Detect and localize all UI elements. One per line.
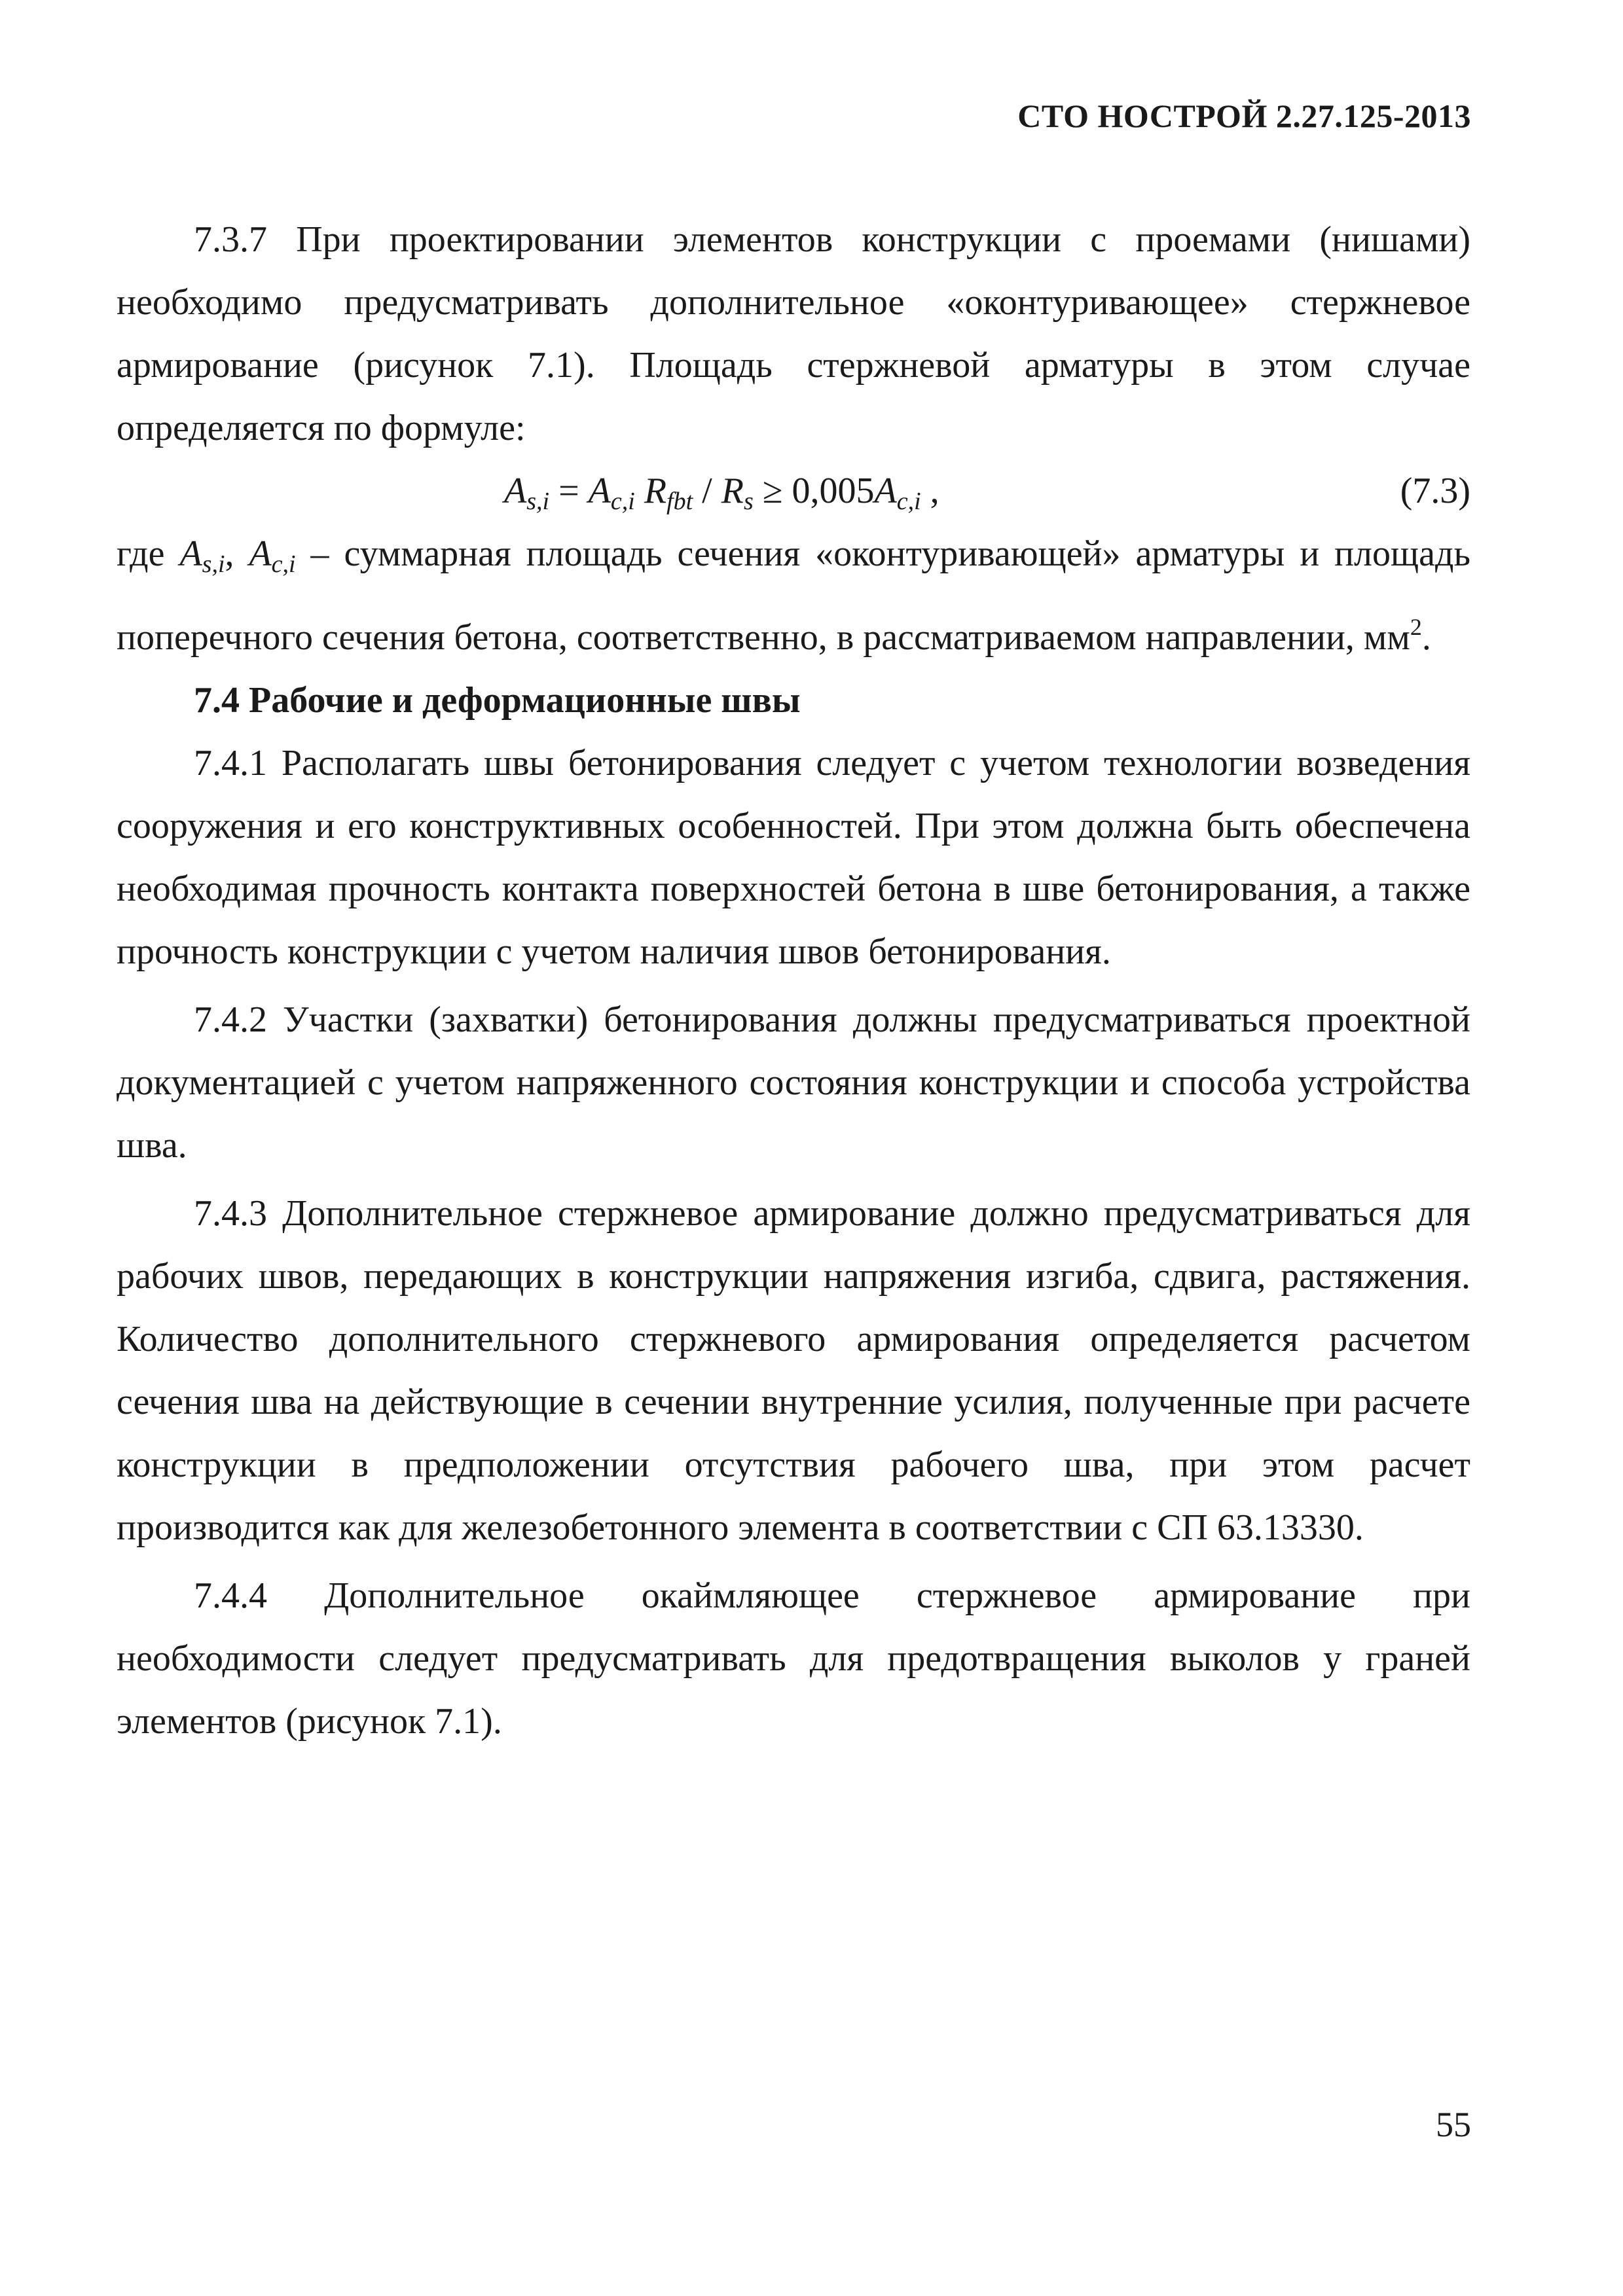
paragraph-7-4-4: 7.4.4 Дополнительное окаймляющее стержневое армирование при необходимости следует предусматривать для предотвращения выколов у граней элементов (рисунок 7.1). bbox=[117, 1575, 1470, 1742]
paragraph-7-4-1: 7.4.1 Располагать швы бетонирования следует с учетом технологии возведения сооружения и его конструктивных особенностей. При этом должна быть обеспечена необходимая прочность контакта поверхностей бетона в шве бетонирования, а также прочность конструкции с учетом наличия швов бетонирования. bbox=[117, 743, 1470, 972]
formula-expression: $A_{s,i} = A_{c,i}$ $R_{fbt} / R_s \ge 0,005A_{c,i}$ , bbox=[504, 471, 939, 515]
formula-number: (7.3) bbox=[1400, 471, 1470, 511]
paragraph-7-3-7: 7.3.7 При проектировании элементов конструкции с проемами (нишами) необходимо предусматривать дополнительное «оконтуривающее» стержневое армирование (рисунок 7.1). Площадь стержневой арматуры в этом случае определяется по формуле: bbox=[117, 219, 1470, 448]
paragraph-7-4-2: 7.4.2 Участки (захватки) бетонирования должны предусматриваться проектной документацией с учетом напряженного состояния конструкции и способа устройства шва. bbox=[117, 999, 1470, 1166]
page-number: 55 bbox=[1436, 2105, 1471, 2144]
document-body bbox=[117, 208, 1470, 1753]
document-id-header: СТО НОСТРОЙ 2.27.125-2013 bbox=[1017, 98, 1471, 134]
section-heading-7-4: 7.4 Рабочие и деформационные швы bbox=[194, 680, 801, 721]
formula-7-3 bbox=[117, 459, 1470, 522]
paragraph-7-4-3: 7.4.3 Дополнительное стержневое армирование должно предусматриваться для рабочих швов, передающих в конструкции напряжения изгиба, сдвига, растяжения. Количество дополнительного стержневого армирования определяется расчетом сечения шва на действующие в сечении внутренние усилия, полученные при расчете конструкции в предположении отсутствия рабочего шва, при этом расчет производится как для железобетонного элемента в соответствии с СП 63.13330. bbox=[117, 1193, 1470, 1548]
formula-explanation: где $A_{s,i}$, $A_{c,i}$ – суммарная площадь сечения «оконтуривающей» арматуры и площадь поперечного сечения бетона, соответственно, в рассматриваемом направлении, $мм^2$. bbox=[117, 533, 1470, 658]
